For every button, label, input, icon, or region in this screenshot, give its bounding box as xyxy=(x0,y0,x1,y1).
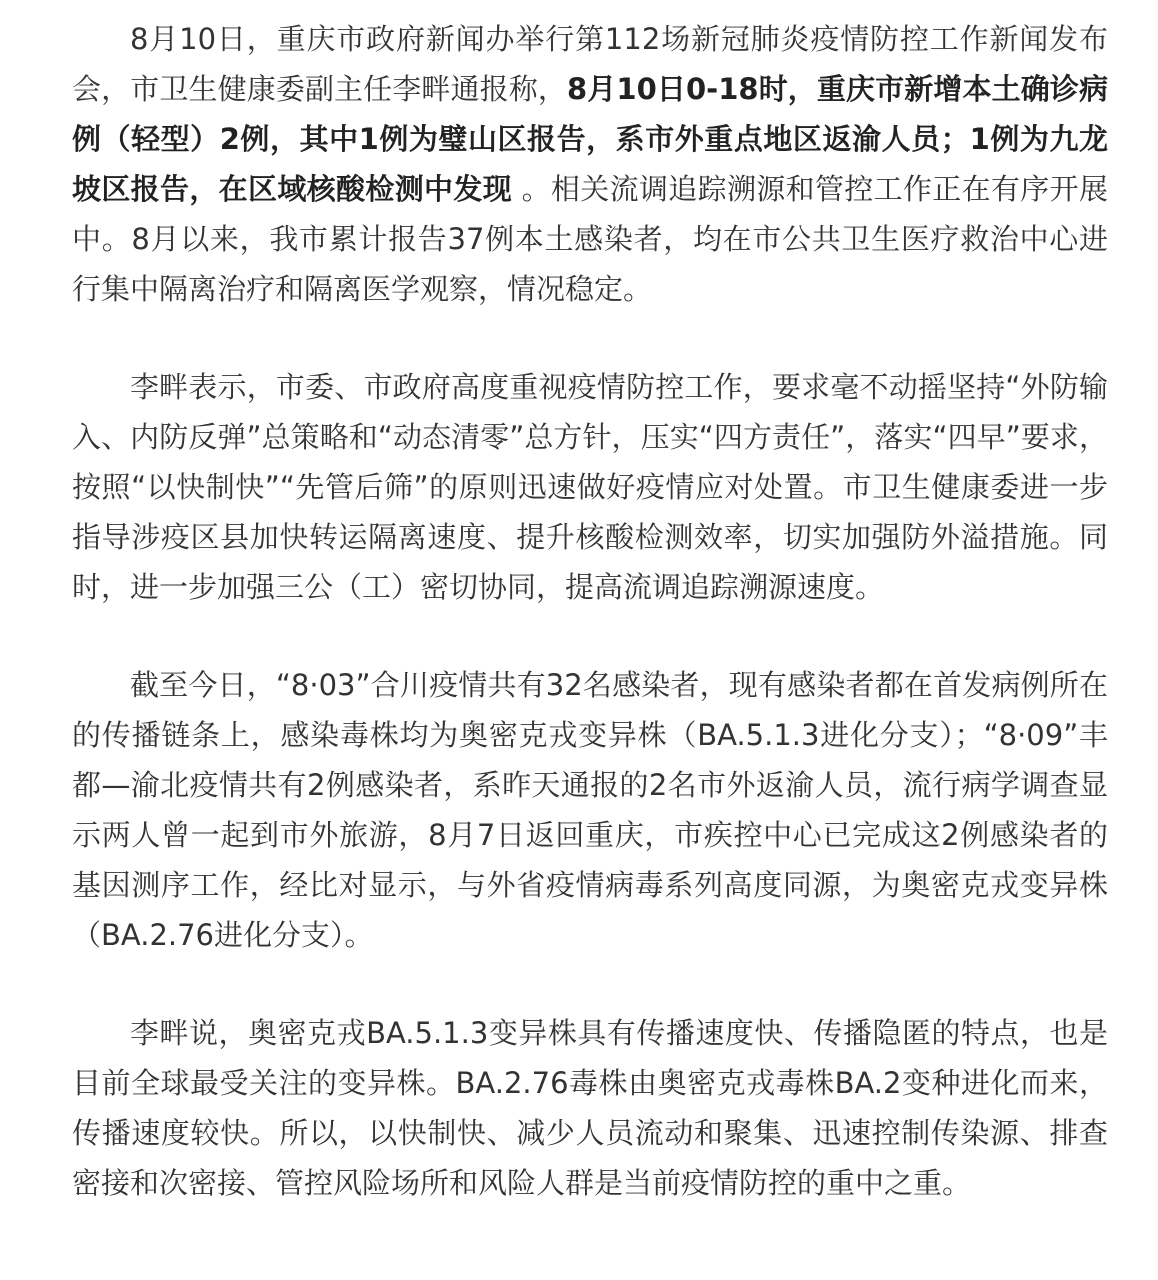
paragraph-1 xyxy=(72,14,1108,314)
paragraph-1-tail: 。相关流调追踪溯源和管控工作正在有序开展中。8月以来，我市累计报告37例本土感染者，均在市公共卫生医疗救治中心进行集中隔离治疗和隔离医学观察，情况稳定。 xyxy=(72,172,1108,306)
paragraph-1-highlight: 8月10日0-18时，重庆市新增本土确诊病例（轻型）2例，其中1例为璧山区报告，系市外重点地区返渝人员；1例为九龙坡区报告，在区域核酸检测中发现 xyxy=(72,72,1108,206)
paragraph-spacer xyxy=(72,960,1108,1008)
paragraph-1-lead: 8月10日，重庆市政府新闻办举行第112场新冠肺炎疫情防控工作新闻发布会，市卫生健康委副主任李畔通报称， xyxy=(72,22,1108,106)
paragraph-3-text: 截至今日，“8·03”合川疫情共有32名感染者，现有感染者都在首发病例所在的传播链条上，感染毒株均为奥密克戎变异株（BA.5.1.3进化分支）；“8·09”丰都—渝北疫情共有2例感染者，系昨天通报的2名市外返渝人员，流行病学调查显示两人曾一起到市外旅游，8月7日返回重庆，市疾控中心已完成这2例感染者的基因测序工作，经比对显示，与外省疫情病毒系列高度同源，为奥密克戎变异株（BA.2.76进化分支）。 xyxy=(72,668,1108,952)
paragraph-4 xyxy=(72,1008,1108,1208)
article-body xyxy=(72,14,1108,1208)
paragraph-2 xyxy=(72,362,1108,612)
paragraph-4-text: 李畔说，奥密克戎BA.5.1.3变异株具有传播速度快、传播隐匿的特点，也是目前全球最受关注的变异株。BA.2.76毒株由奥密克戎毒株BA.2变种进化而来，传播速度较快。所以，以快制快、减少人员流动和聚集、迅速控制传染源、排查密接和次密接、管控风险场所和风险人群是当前疫情防控的重中之重。 xyxy=(72,1016,1108,1200)
paragraph-3 xyxy=(72,660,1108,960)
paragraph-2-text: 李畔表示，市委、市政府高度重视疫情防控工作，要求毫不动摇坚持“外防输入、内防反弹”总策略和“动态清零”总方针，压实“四方责任”，落实“四早”要求，按照“以快制快”“先管后筛”的原则迅速做好疫情应对处置。市卫生健康委进一步指导涉疫区县加快转运隔离速度、提升核酸检测效率，切实加强防外溢措施。同时，进一步加强三公（工）密切协同，提高流调追踪溯源速度。 xyxy=(72,370,1108,604)
paragraph-spacer xyxy=(72,314,1108,362)
paragraph-spacer xyxy=(72,612,1108,660)
